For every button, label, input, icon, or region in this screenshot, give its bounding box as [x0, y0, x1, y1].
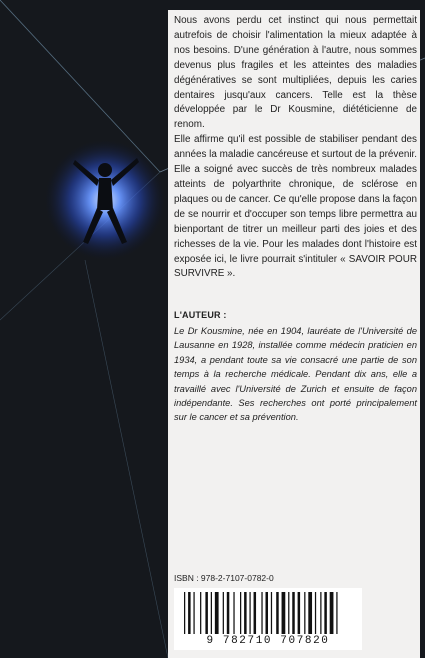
- barcode: [174, 588, 362, 650]
- blurb-paragraph: Nous avons perdu cet instinct qui nous permettait autrefois de choisir l'alimentation la mieux adaptée à nos besoins. D'une génération à l'autre, nous sommes devenus plus fragiles et les atteintes des maladies dégénératives se sont multipliées, depuis les caries dentaires jusqu'aux cancers. Telle est la thèse développée par le Dr Kousmine, diététicienne de renom.: [174, 15, 417, 131]
- blurb-paragraph: Elle affirme qu'il est possible de stabiliser pendant des années la maladie cancéreuse et surtout de la prévenir. Elle a soigné avec succès de très nombreux malades atteints de polyarthrite chronique, de sclérose en plaques ou de cancer. Ce qu'elle propose dans la façon de se nourrir et d'occuper son temps libre permettra au bienportant de titrer un meilleur parti des joies et des richesses de la vie. Pour les malades dont l'histoire est exposée ici, le livre pourrait s'intituler « SAVOIR POUR SURVIVRE ».: [174, 134, 417, 280]
- barcode-bars: [174, 588, 362, 636]
- blurb: [174, 14, 417, 282]
- isbn-label: ISBN : 978-2-7107-0782-0: [174, 573, 274, 583]
- human-figure-silhouette: [55, 140, 185, 260]
- author-heading: L'AUTEUR :: [174, 310, 227, 320]
- author-bio: Le Dr Kousmine, née en 1904, lauréate de l'Université de Lausanne en 1928, installée comme médecin praticien en 1934, a pendant toute sa vie consacré une partie de son temps à la recherche médicale. Pendant dix ans, elle a travaillé avec l'Université de Zurich et ensuite de façon indépendante. Ses recherches ont porté principalement sur le cancer et sa prévention.: [174, 326, 417, 423]
- barcode-digits: 9 782710 707820: [206, 635, 330, 647]
